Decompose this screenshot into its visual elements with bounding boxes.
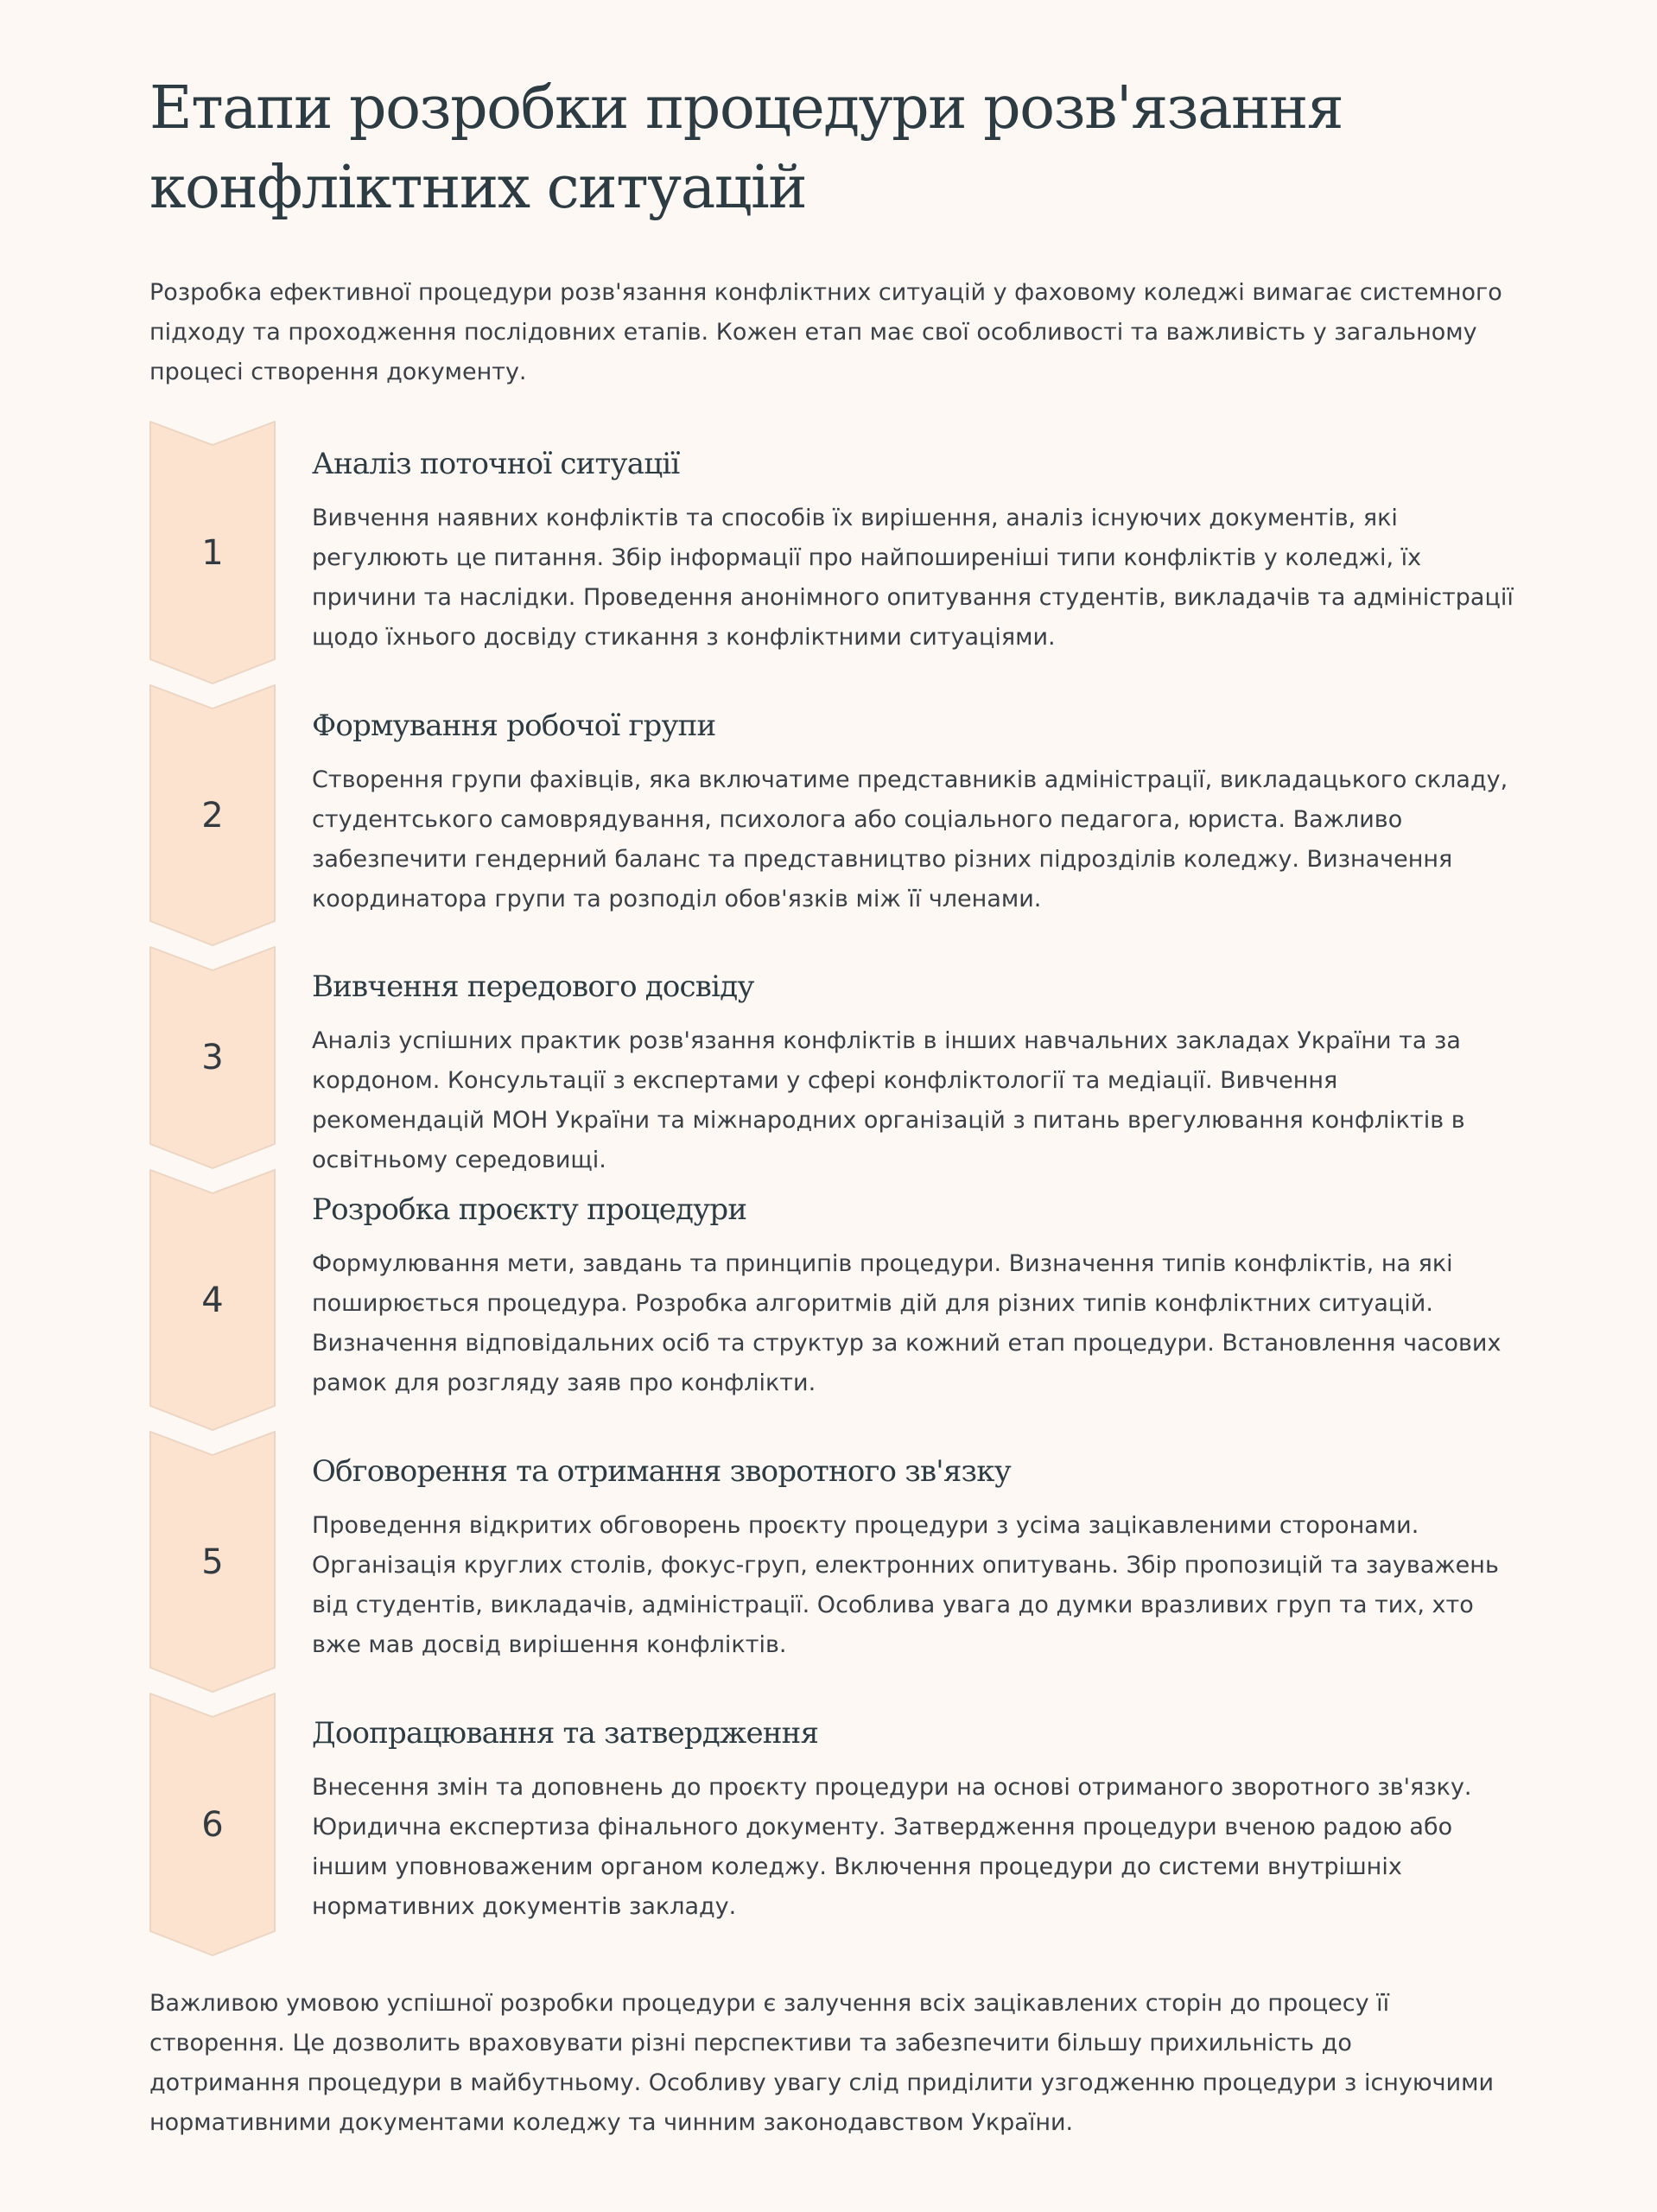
step-number: 3 [201,1038,224,1077]
step-description: Внесення змін та доповнень до проєкту процедури на основі отриманого зворотного зв'язку. Юридична експертиза фінального документу. Затвердження процедури вченою радою або іншим уповноваженим органом коледжу. Включення процедури до системи внутрішніх нормативних документів закладу. [312,1774,1472,1920]
step-item [149,946,1514,1173]
intro-paragraph: Розробка ефективної процедури розв'язання конфліктних ситуацій у фаховому коледжі вимагає системного підходу та проходження послідовних етапів. Кожен етап має свої особливості та важливість у загальному процесі створення документу. [149,279,1502,385]
step-description: Вивчення наявних конфліктів та способів їх вирішення, аналіз існуючих документів, які регулюють це питання. Збір інформації про найпоширеніші типи конфліктів у коледжі, їх причини та наслідки. Проведення анонімного опитування студентів, викладачів та адміністрації щодо їхнього досвіду стикання з конфліктними ситуаціями. [312,505,1514,651]
closing-paragraph: Важливою умовою успішної розробки процедури є залучення всіх зацікавлених сторін до процесу її створення. Це дозволить враховувати різні перспективи та забезпечити більшу прихильність до дотримання процедури в майбутньому. Особливу увагу слід приділити узгодженню процедури з існуючими нормативними документами коледжу та чинним законодавством України. [149,1990,1495,2136]
step-description: Проведення відкритих обговорень проєкту процедури з усіма зацікавленими сторонами. Організація круглих столів, фокус-груп, електронних опитувань. Збір пропозицій та зауважень від студентів, викладачів, адміністрації. Особлива увага до думки вразливих груп та тих, хто вже мав досвід вирішення конфліктів. [312,1512,1499,1658]
step-title: Доопрацювання та затвердження [312,1716,819,1751]
step-item [149,1431,1514,1693]
step-number: 6 [201,1805,224,1845]
step-item [149,1169,1514,1431]
step-content [312,1452,1514,1665]
step-item [149,1693,1514,1956]
step-description: Формулювання мети, завдань та принципів процедури. Визначення типів конфліктів, на які поширюється процедура. Розробка алгоритмів дій для різних типів конфліктних ситуацій. Визначення відповідальних осіб та структур за кожний етап процедури. Встановлення часових рамок для розгляду заяв про конфлікти. [312,1250,1501,1396]
step-content [312,445,1514,658]
step-title: Вивчення передового досвіду [312,969,754,1004]
step-title: Формування робочої групи [312,709,716,743]
step-item [149,684,1514,946]
step-item [149,421,1514,684]
step-content [312,1191,1514,1403]
step-title: Аналіз поточної ситуації [312,447,680,481]
step-content [312,1714,1514,1927]
step-description: Створення групи фахівців, яка включатиме представників адміністрації, викладацького складу, студентського самоврядування, психолога або соціального педагога, юриста. Важливо забезпечити гендерний баланс та представництво різних підрозділів коледжу. Визначення координатора групи та розподіл обов'язків між її членами. [312,766,1508,912]
step-content [312,968,1514,1180]
step-number: 5 [201,1542,224,1582]
step-number: 2 [201,796,224,836]
step-title: Обговорення та отримання зворотного зв'язку [312,1454,1011,1489]
page-title: Етапи розробки процедури розв'язання конфліктних ситуацій [149,74,1343,222]
step-description: Аналіз успішних практик розв'язання конфліктів в інших навчальних закладах України та за кордоном. Консультації з експертами у сфері конфліктології та медіації. Вивчення рекомендацій МОН України та міжнародних організацій з питань врегулювання конфліктів в освітньому середовищі. [312,1027,1465,1173]
step-title: Розробка проєкту процедури [312,1192,747,1227]
step-content [312,707,1514,919]
step-number: 4 [201,1281,224,1320]
step-number: 1 [201,533,224,573]
